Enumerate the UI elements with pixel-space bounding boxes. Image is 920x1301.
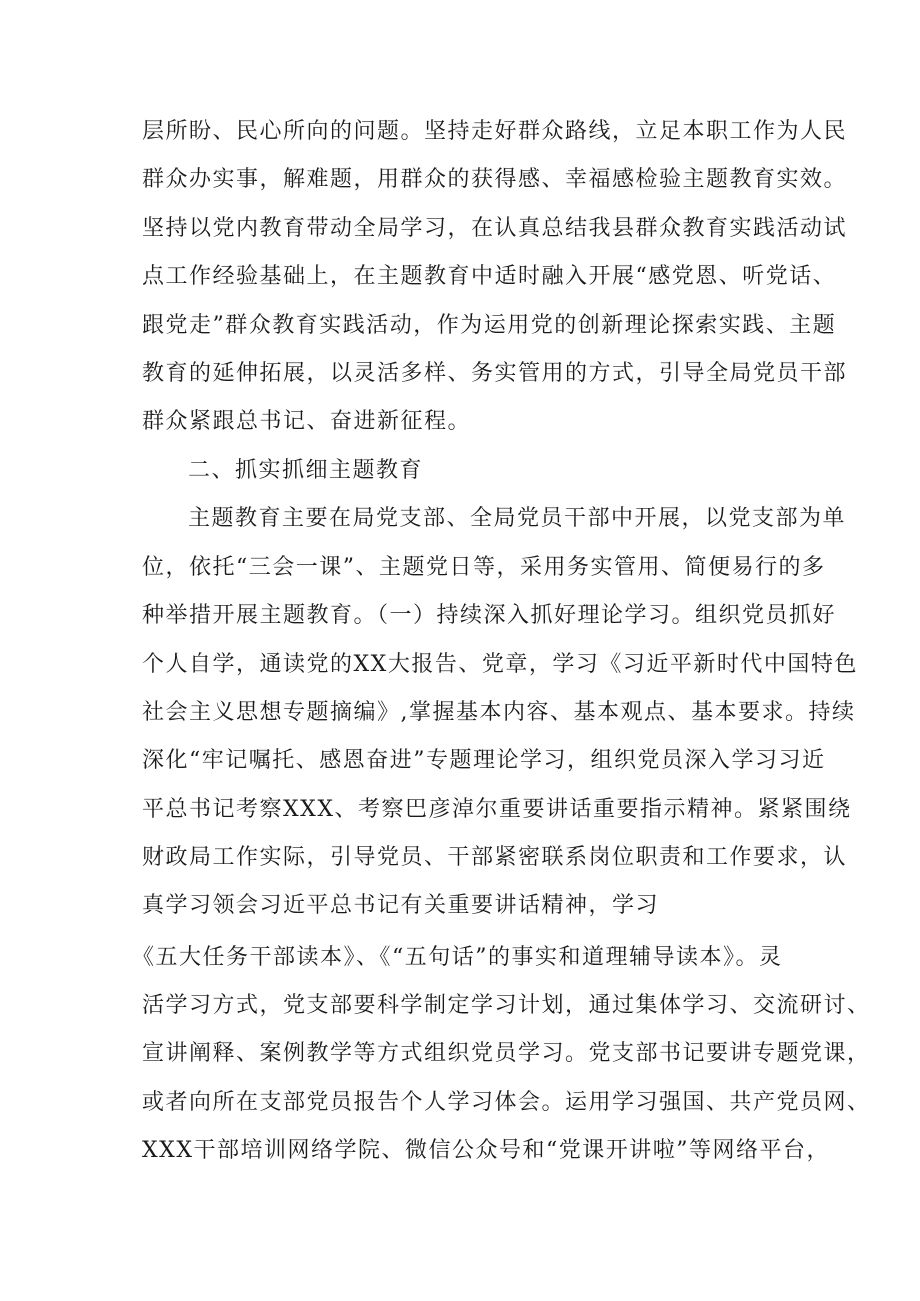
text-line: 群众紧跟总书记、奋进新征程。 — [142, 409, 472, 434]
text-line: 个人自学，通读党的XX大报告、党章，学习《习近平新时代中国特色 — [142, 652, 858, 677]
text-line: 或者向所在支部党员报告个人学习体会。运用学习强国、共产党员网、 — [142, 1090, 871, 1115]
text-line: XXX干部培训网络学院、微信公众号和“党课开讲啦”等网络平台， — [142, 1138, 830, 1163]
text-line: 平总书记考察XXX、考察巴彦淖尔重要讲话重要指示精神。紧紧围绕 — [142, 797, 852, 822]
text-line: 坚持以党内教育带动全局学习，在认真总结我县群众教育实践活动试 — [142, 216, 848, 241]
text-line: 教育的延伸拓展，以灵活多样、务实管用的方式，引导全局党员干部 — [142, 361, 848, 386]
text-line: 《五大任务干部读本》、《“五句话”的事实和道理辅导读本》。灵 — [132, 945, 783, 970]
text-line: 社会主义思想专题摘编》,掌握基本内容、基本观点、基本要求。持续 — [142, 700, 856, 725]
text-line: 主题教育主要在局党支部、全局党员干部中开展，以党支部为单 — [188, 506, 847, 531]
text-line: 宣讲阐释、案例教学等方式组织党员学习。党支部书记要讲专题党课， — [142, 1041, 871, 1066]
text-line: 点工作经验基础上，在主题教育中适时融入开展“感党恩、听党话、 — [142, 264, 837, 289]
text-line: 跟党走”群众教育实践活动，作为运用党的创新理论探索实践、主题 — [142, 313, 837, 338]
text-line: 种举措开展主题教育。（一）持续深入抓好理论学习。组织党员抓好 — [142, 603, 837, 628]
text-line: 群众办实事，解难题，用群众的获得感、幸福感检验主题教育实效。 — [142, 167, 848, 192]
text-line: 真学习领会习近平总书记有关重要讲话精神，学习 — [142, 893, 660, 918]
text-line: 深化“牢记嘱托、感恩奋进”专题理论学习，组织党员深入学习习近 — [142, 748, 826, 773]
text-line: 财政局工作实际，引导党员、干部紧密联系岗位职责和工作要求，认 — [142, 845, 848, 870]
section-heading: 二、抓实抓细主题教育 — [188, 458, 424, 483]
text-line: 层所盼、民心所向的问题。坚持走好群众路线，立足本职工作为人民 — [142, 119, 848, 144]
text-line: 活学习方式，党支部要科学制定学习计划，通过集体学习、交流研讨、 — [142, 993, 871, 1018]
text-line: 位，依托“三会一课”、主题党日等，采用务实管用、简便易行的多 — [142, 555, 826, 580]
